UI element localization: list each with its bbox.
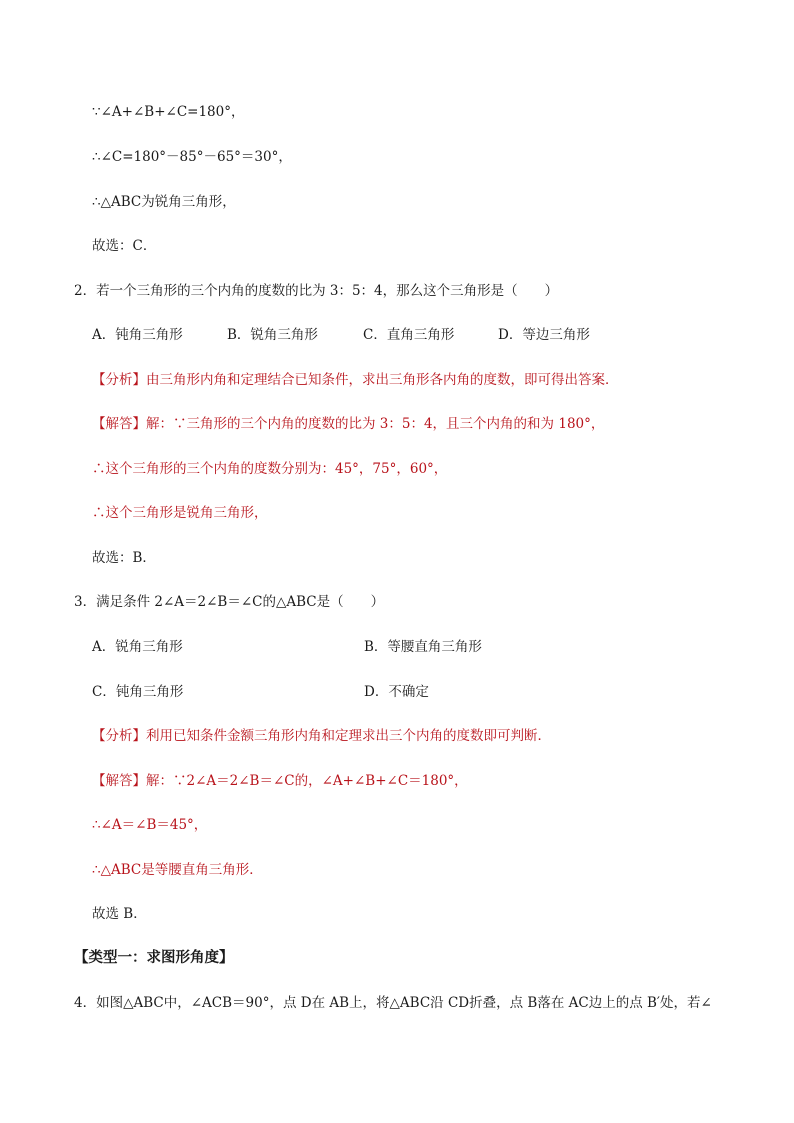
prev-solution-line-1: ∵∠A+∠B+∠C=180°， (92, 104, 245, 120)
q3-option-c: C．钝角三角形 (92, 684, 184, 700)
q3-analysis-text: 利用已知条件金额三角形内角和定理求出三个内角的度数即可判断． (146, 728, 551, 744)
q2-stem: 2．若一个三角形的三个内角的度数的比为 3：5：4，那么这个三角形是（ ） (74, 283, 559, 299)
q3-option-b: B．等腰直角三角形 (364, 639, 482, 655)
q3-analysis-tag: 【分析】 (92, 728, 146, 744)
q3-answer-line-3: ∴△ABC是等腰直角三角形． (92, 862, 263, 878)
q2-choice: 故选：B． (92, 550, 156, 566)
q2-answer-line-2: ∴这个三角形的三个内角的度数分别为：45°，75°，60°， (92, 461, 448, 477)
q3-answer-text: 解：∵2∠A＝2∠B＝∠C的，∠A+∠B+∠C＝180°， (146, 773, 468, 789)
q2-answer-text: 解：∵三角形的三个内角的度数的比为 3：5：4，且三个内角的和为 180°， (146, 416, 605, 432)
prev-solution-line-2: ∴∠C=180°－85°－65°＝30°， (92, 149, 292, 165)
q2-analysis (92, 370, 619, 390)
q3-choice: 故选 B． (92, 906, 147, 922)
q2-analysis-tag: 【分析】 (92, 372, 146, 388)
section-heading: 【类型一：求图形角度】 (74, 949, 234, 966)
q2-option-d: D．等边三角形 (498, 327, 590, 343)
q2-option-c: C．直角三角形 (363, 327, 455, 343)
prev-solution-choice: 故选：C． (92, 238, 157, 254)
q3-option-a: A．锐角三角形 (92, 639, 183, 655)
q3-answer-line-2: ∴∠A＝∠B＝45°， (92, 817, 208, 833)
q2-analysis-text: 由三角形内角和定理结合已知条件，求出三角形各内角的度数，即可得出答案． (146, 372, 619, 388)
q2-answer (92, 414, 604, 434)
q3-answer (92, 771, 468, 791)
q2-option-a: A．钝角三角形 (92, 327, 183, 343)
q3-option-d: D．不确定 (364, 684, 429, 700)
q2-option-b: B．锐角三角形 (227, 327, 318, 343)
q2-answer-line-3: ∴这个三角形是锐角三角形， (92, 505, 268, 521)
q3-answer-tag: 【解答】 (92, 773, 146, 789)
q3-analysis (92, 726, 551, 746)
q2-answer-tag: 【解答】 (92, 416, 146, 432)
q4-stem: 4．如图△ABC中，∠ACB＝90°，点 D在 AB上，将△ABC沿 CD折叠，点 B落在 AC边上的点 B′处，若∠ (74, 995, 712, 1011)
prev-solution-line-3: ∴△ABC为锐角三角形， (92, 194, 236, 210)
q3-stem: 3．满足条件 2∠A＝2∠B＝∠C的△ABC是（ ） (74, 594, 385, 610)
